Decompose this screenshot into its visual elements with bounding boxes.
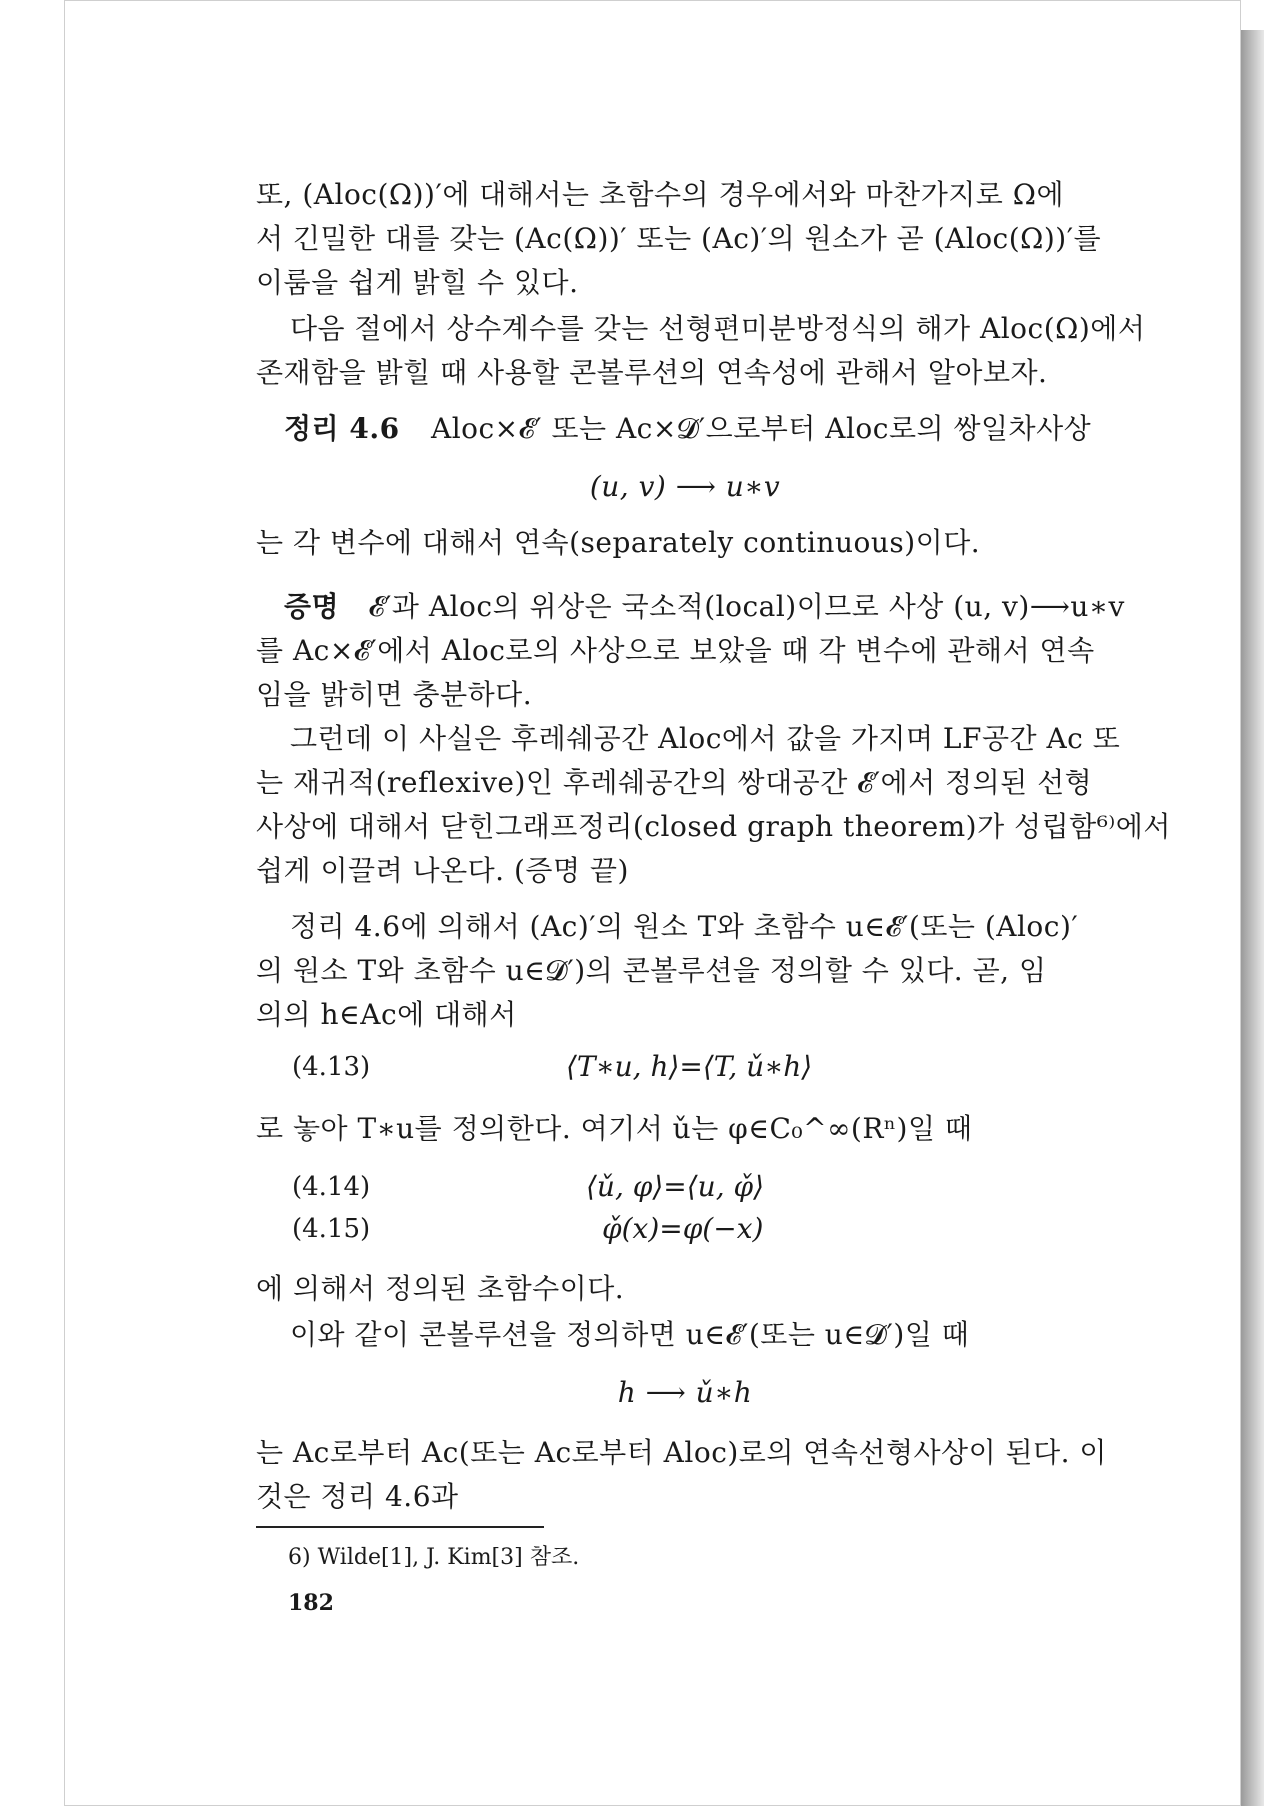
last-line-2: 것은 정리 4.6과 — [256, 1480, 459, 1513]
page-number: 182 — [288, 1590, 334, 1616]
map-h-to-u-conv-h: h ⟶ ǔ∗h — [617, 1376, 753, 1409]
text-line-3: 이룸을 쉽게 밝힐 수 있다. — [256, 266, 579, 299]
proof-line-2: 를 Ac×𝓔′에서 Aloc로의 사상으로 보았을 때 각 변수에 관해서 연속 — [256, 634, 1095, 667]
equation-number-4-14: (4.14) — [292, 1172, 371, 1202]
footnote: 6) Wilde[1], J. Kim[3] 참조. — [288, 1545, 580, 1570]
para2-line-1: 정리 4.6에 의해서 (Ac)′의 원소 T와 초함수 u∈𝓔′(또는 (Aloc)′ — [290, 910, 1079, 943]
text-line-2: 서 긴밀한 대를 갖는 (Ac(Ω))′ 또는 (Ac)′의 원소가 곧 (Aloc(Ω))′를 — [256, 222, 1102, 255]
para2-line-2: 의 원소 T와 초함수 u∈𝓓′)의 콘볼루션을 정의할 수 있다. 곧, 임 — [256, 954, 1047, 987]
equation-4-13: ⟨T∗u, h⟩=⟨T, ǔ∗h⟩ — [566, 1050, 813, 1083]
equation-4-14: ⟨ǔ, φ⟩=⟨u, φ̌⟩ — [586, 1170, 765, 1203]
text-line-1: 또, (Aloc(Ω))′에 대해서는 초함수의 경우에서와 마찬가지로 Ω에 — [256, 178, 1065, 211]
footnote-rule — [256, 1526, 544, 1528]
theorem-label: 정리 4.6 — [284, 412, 400, 445]
theorem-map: (u, v) ⟶ u∗v — [589, 470, 781, 503]
last-line-1: 는 Ac로부터 Ac(또는 Ac로부터 Aloc)로의 연속선형사상이 된다. 이 — [256, 1436, 1107, 1469]
theorem-tail: 는 각 변수에 대해서 연속(separately continuous)이다. — [256, 526, 981, 559]
proof-line-7: 쉽게 이끌려 나온다. (증명 끝) — [256, 854, 629, 887]
text-line-5: 존재함을 밝힐 때 사용할 콘볼루션의 연속성에 관해서 알아보자. — [256, 356, 1048, 389]
proof-text-1: 𝓔′과 Aloc의 위상은 국소적(local)이므로 사상 (u, v)⟶u∗v — [368, 590, 1125, 623]
text-line-4: 다음 절에서 상수계수를 갖는 선형편미분방정식의 해가 Aloc(Ω)에서 — [290, 312, 1146, 345]
proof-line-1 — [284, 590, 1125, 624]
proof-line-6: 사상에 대해서 닫힌그래프정리(closed graph theorem)가 성립함⁶⁾에서 — [256, 810, 1171, 843]
page-edge-shadow — [1241, 30, 1264, 1806]
theorem-4-6 — [284, 412, 1114, 446]
text-convolution: 이와 같이 콘볼루션을 정의하면 u∈𝓔′(또는 u∈𝓓′)일 때 — [290, 1318, 970, 1351]
theorem-text: Aloc×𝓔′ 또는 Ac×𝓓′으로부터 Aloc로의 쌍일차사상 — [430, 412, 1092, 445]
proof-label: 증명 — [284, 590, 340, 623]
text-after-4-13: 로 놓아 T∗u를 정의한다. 여기서 ǔ는 φ∈C₀^∞(Rⁿ)일 때 — [256, 1112, 973, 1145]
text-after-4-15: 에 의해서 정의된 초함수이다. — [256, 1272, 625, 1305]
equation-number-4-15: (4.15) — [292, 1214, 371, 1244]
proof-line-5: 는 재귀적(reflexive)인 후레쉐공간의 쌍대공간 𝓔′에서 정의된 선형 — [256, 766, 1093, 799]
proof-line-4: 그런데 이 사실은 후레쉐공간 Aloc에서 값을 가지며 LF공간 Ac 또 — [290, 722, 1121, 755]
proof-line-3: 임을 밝히면 충분하다. — [256, 678, 533, 711]
para2-line-3: 의의 h∈Ac에 대해서 — [256, 998, 517, 1031]
equation-number-4-13: (4.13) — [292, 1052, 371, 1082]
equation-4-15: φ̌(x)=φ(−x) — [602, 1212, 764, 1245]
